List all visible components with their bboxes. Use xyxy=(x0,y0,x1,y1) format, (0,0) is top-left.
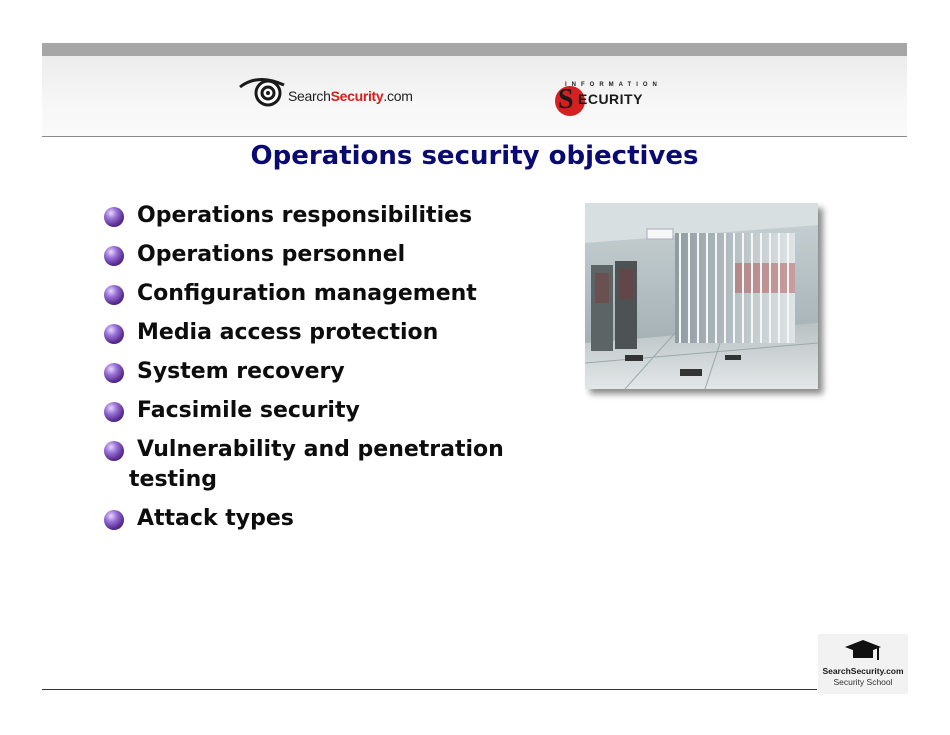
information-security-logo xyxy=(553,80,673,120)
security-school-logo xyxy=(818,634,908,694)
list-item: Configuration management xyxy=(104,279,564,309)
bullet-icon xyxy=(104,324,124,344)
list-item: Attack types xyxy=(104,504,564,534)
list-item: Vulnerability and penetration testing xyxy=(104,435,564,495)
bullet-icon xyxy=(104,285,124,305)
bullet-icon xyxy=(104,402,124,422)
slide-title: Operations security objectives xyxy=(250,141,699,171)
header-top-bar xyxy=(42,43,907,56)
bullet-icon xyxy=(104,510,124,530)
list-item: Facsimile security xyxy=(104,396,564,426)
bullet-icon xyxy=(104,363,124,383)
school-logo-line1: SearchSecurity.com xyxy=(822,666,904,676)
header-band xyxy=(42,56,907,137)
list-item: System recovery xyxy=(104,357,564,387)
footer-divider xyxy=(42,689,817,690)
list-item: Media access protection xyxy=(104,318,564,348)
graduation-cap-icon xyxy=(843,638,883,664)
logo-rest-text: ECURITY xyxy=(578,91,643,107)
bullet-icon xyxy=(104,441,124,461)
list-item: Operations personnel xyxy=(104,240,564,270)
bullet-icon xyxy=(104,246,124,266)
eye-icon xyxy=(238,73,288,109)
bullet-icon xyxy=(104,207,124,227)
logo-big-letter: S xyxy=(558,84,574,115)
bullet-list xyxy=(104,201,564,543)
server-room-photo xyxy=(585,203,818,389)
searchsecurity-logo-text: SearchSecurity.com xyxy=(288,88,413,104)
searchsecurity-logo xyxy=(238,73,438,113)
list-item: Operations responsibilities xyxy=(104,201,564,231)
school-logo-line2: Security School xyxy=(833,677,893,687)
logo-top-text: INFORMATION xyxy=(565,82,662,88)
